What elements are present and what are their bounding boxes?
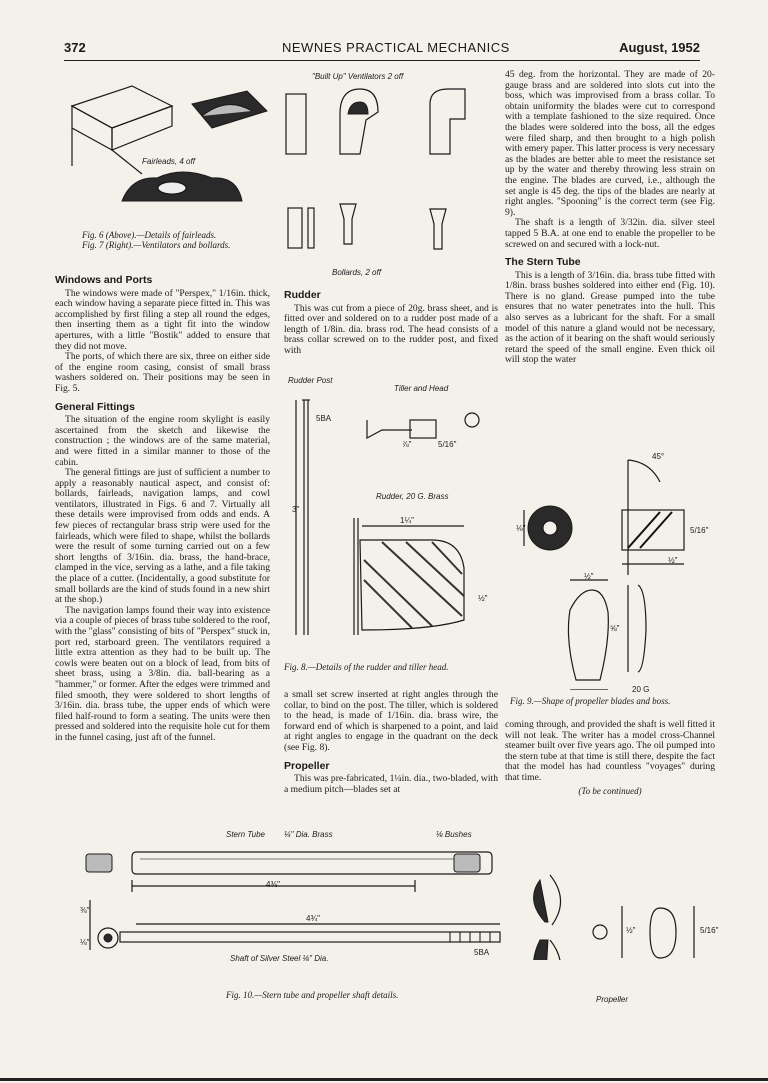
fig9-dim-516: 5/16" <box>690 526 709 535</box>
fig10-prop-dim-516: 5/16" <box>700 926 719 935</box>
to-be-continued: (To be continued) <box>578 785 642 796</box>
fig6-fairlead-drawing <box>62 66 272 216</box>
fittings-paragraph-2: The general fittings are just of sufficient a number to apply a reasonably nautical aspect, and consist of: bollards, fairleads, navigation lamps, and cowl ventilators, illustrated in Figs. 6 and 7. Virtually all these details were improvised from odds and ends. A few pieces of rectangular brass strip were used for the fairleads, which were filed to shape, whilst the bollards were the result of some turning carried out on a few short lengths of 3/16in. dia. brass, the hand-brace, clamped in the vice, serving as a lathe, and a file taking the place of a cutter. (Incidentally, a good substitute for small bollards are the kind of studs found in a new shirt at the shop.) <box>55 467 270 606</box>
fig10-dim-18: ⅛" <box>80 938 90 947</box>
fig10-prop-dim-12: ½" <box>626 926 636 935</box>
fig8-caption: Fig. 8.—Details of the rudder and tiller head. <box>284 662 449 672</box>
issue-date: August, 1952 <box>619 40 700 55</box>
fig9-caption: Fig. 9.—Shape of propeller blades and boss. <box>510 696 671 706</box>
windows-paragraph: The windows were made of "Perspex," 1/16in. thick, each window having a separate piece fitted in. This was accomplished by first filing a step all round the edges, then inserting them as a tight fit into the window apertures, with a little "Bostik" added to ensure that they did not move. <box>55 287 270 352</box>
fig10-shaft-drawing <box>70 840 710 960</box>
fig10-dim-38: ⅜" <box>80 906 90 915</box>
rudder-heading: Rudder <box>284 289 321 301</box>
shaft-paragraph: The shaft is a length of 3/32in. dia. silver steel tapped 5 B.A. at one end to enable the propeller to be screwed on and secured with a lock-nut. <box>505 217 715 250</box>
fig8-dim-78: ⅞" <box>402 440 412 449</box>
fig10-stern-label: Stern Tube <box>226 830 265 839</box>
fig8-rudder-label: Rudder, 20 G. Brass <box>376 492 449 501</box>
fig9-dim-45: 45° <box>652 452 665 461</box>
stern-tube-paragraph: This is a length of 3/16in. dia. brass tube fitted with 1/8in. brass bushes soldered into either end (Fig. 10). There is no gland. Grease pumped into the tube ensures that no water penetrates into the hull. This also serves as a lubricant for the shaft. For a small model of this nature a gland would not be necessary, as the action of it bearing on the shaft would seriously retard the speed of the small engine. Even thick oil will stop the water <box>505 269 715 366</box>
fig8-post-label: Rudder Post <box>288 376 333 385</box>
column-1 <box>55 268 270 744</box>
fittings-paragraph-1: The situation of the engine room skylight is easily ascertained from the sketch and likewise the construction ; the windows are of the same material, and were fitted in a similar manner to those of the cabin. <box>55 414 270 468</box>
fig8-5ba-label: 5BA <box>316 414 332 423</box>
fig10-bushes-label: ⅛ Bushes <box>436 830 472 839</box>
windows-heading: Windows and Ports <box>55 274 153 286</box>
fig10-dim-438: 4⅜" <box>266 880 280 889</box>
column-2-bottom <box>284 690 498 795</box>
fig10-propeller-label: Propeller <box>596 995 629 1004</box>
fig6-caption <box>82 230 272 250</box>
rudder-paragraph-2: a small set screw inserted at right angles through the collar, to bind on the post. The tiller, which is soldered to the head, is made of 1/16in. dia. brass wire, the forward end of which is sharpened to a point, and laid at right angles to engage in the quadrant on the deck (see Fig. 8). <box>284 689 498 753</box>
fig10-shaft-label: Shaft of Silver Steel ⅛" Dia. <box>230 954 329 963</box>
fig8-dim-516: 5/16" <box>438 440 457 449</box>
stern-tube-paragraph-cont: coming through, and provided the shaft is well fitted it will not leak. The writer has a model cross-Channel steamer built over five years ago. The oil pumped into the stern tube at that time is still there, despite the fact that the model has had countless "voyages" during that time. <box>505 719 715 783</box>
fig9-dim-12-a: ½" <box>668 556 678 565</box>
fig10-brass-label: ¼" Dia. Brass <box>284 830 333 839</box>
fig9-blade-drawing <box>510 440 720 690</box>
column-2-top <box>284 290 498 357</box>
running-header <box>64 40 700 58</box>
fig8-dim-14: 1¼" <box>400 516 414 525</box>
fig10-dim-434: 4¾" <box>306 914 320 923</box>
bottom-rule <box>0 1078 768 1081</box>
fig7-caption-line: Fig. 7 (Right).—Ventilators and bollards. <box>82 240 231 250</box>
fittings-heading: General Fittings <box>55 400 135 413</box>
fig10-caption: Fig. 10.—Stern tube and propeller shaft details. <box>226 990 399 1000</box>
fig7-bollards-label: Bollards, 2 off <box>332 268 381 277</box>
fig7-ventilator-drawing <box>280 84 500 284</box>
fig8-dim-12: ½" <box>478 594 488 603</box>
fig8-dim-3: 3" <box>292 505 300 514</box>
ports-paragraph: The ports, of which there are six, three on either side of the engine room casing, consist of small brass washers soldered on. Their positions may be seen in Fig. 5. <box>55 351 270 394</box>
column-3-top <box>505 70 715 366</box>
fig6-label: Fairleads, 4 off <box>142 157 195 166</box>
column-3-bottom <box>505 720 715 796</box>
propeller-heading: Propeller <box>284 759 330 772</box>
fig7-ventilator-label: "Built Up" Ventilators 2 off <box>312 72 404 81</box>
page-number: 372 <box>64 40 86 55</box>
fig6-caption-line1: Fig. 6 (Above).—Details of fairleads. <box>82 230 217 240</box>
fig9-dim-58: ⅝" <box>610 624 620 633</box>
fig9-dim-18: ⅛" <box>516 524 526 533</box>
fig9-dim-20g: 20 G <box>632 685 650 694</box>
fig10-5ba-label: 5BA <box>474 948 490 957</box>
stern-tube-heading: The Stern Tube <box>505 256 581 269</box>
header-rule <box>64 60 700 61</box>
journal-title: NEWNES PRACTICAL MECHANICS <box>282 40 510 55</box>
propeller-paragraph-cont: 45 deg. from the horizontal. They are made of 20-gauge brass and are soldered into slots cut into the boss, which was improvised from a brass collar. To obtain uniformity the blades were cut to correspond with a template fashioned to the size required. Once the blades were soldered into the boss, all the edges were filed sharp, and then brought to a high polish with emery paper. This latter process is very necessary as the blades are better able to meet the resistance set up by the water and thereby throwing less strain on the engine. The blades are curved, i.e., although the set angle is 45 deg. the tips of the blades are nearly at right angles. "Spooning" is the correct term (see Fig. 9). <box>505 69 715 218</box>
fig9-dim-12-b: ½" <box>584 572 594 581</box>
fittings-paragraph-3: The navigation lamps found their way into existence via a couple of pieces of brass tube soldered to the roof, with the "glass" consisting of bits of "Perspex" stuck in, port red, starboard green. The ventilators required a little extra attention as they had to be built up. The cowls were beaten out on a block of lead, from bits of sheet brass, using a 3/8in. dia. ball-bearing as a "hammer," or former. After the edges were trimmed and filed smooth, they were soldered to short lengths of 3/16in. dia. brass tube, the upper ends of which were filed half-round to form a seating. The units were then pressed and soldered into the requisite hole cut for them in the funnel casing, just aft of the funnel. <box>55 604 270 743</box>
fig8-tiller-label: Tiller and Head <box>394 384 449 393</box>
rudder-paragraph: This was cut from a piece of 20g. brass sheet, and is fitted over and soldered on to a rudder post made of a length of 1/8in. dia. brass rod. The head consists of a brass collar screwed on to the rudder post, and fixed with <box>284 302 498 356</box>
propeller-paragraph: This was pre-fabricated, 1¼in. dia., two-bladed, with a medium pitch—blades set at <box>284 773 498 795</box>
fig8-rudder-drawing <box>282 390 502 650</box>
